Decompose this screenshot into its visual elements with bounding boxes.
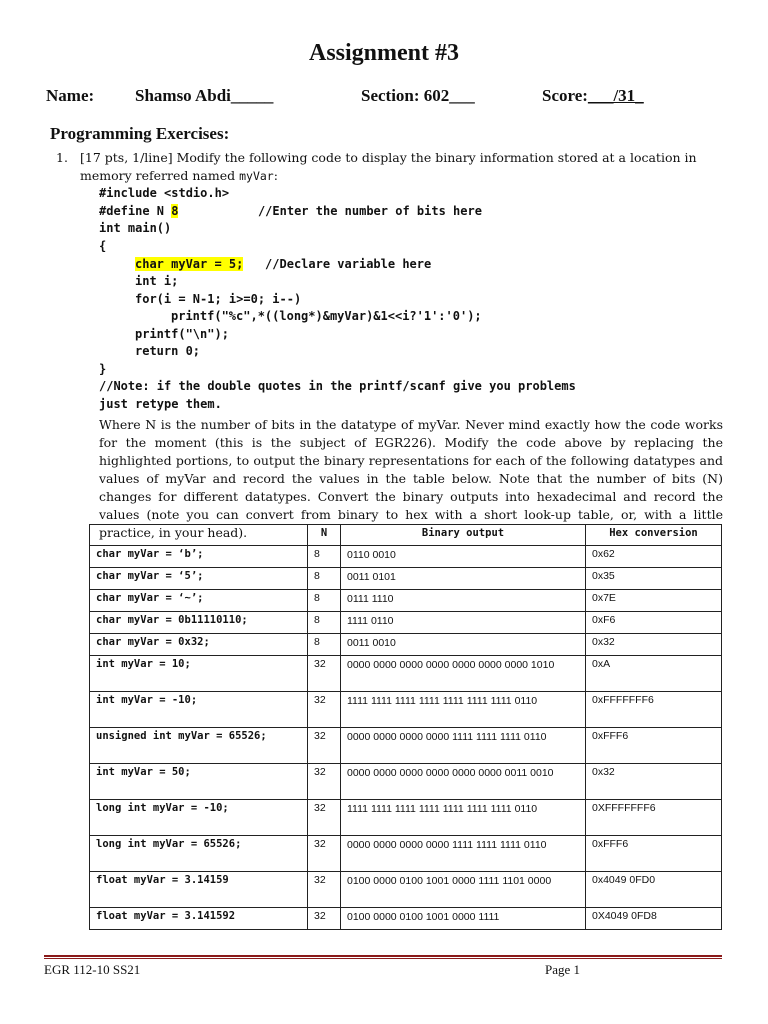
code-declare-comment: //Declare variable here	[243, 257, 432, 271]
table-header-hex: Hex conversion	[586, 525, 722, 546]
n-cell: 32	[308, 872, 341, 908]
footer-rule-thin	[44, 958, 722, 959]
code-line-printf-newline: printf("\n");	[135, 327, 229, 341]
item-line-1: [17 pts, 1/line] Modify the following code to display the binary information stored at a location in	[80, 150, 697, 165]
table-row	[90, 728, 722, 764]
code-define-comment: //Enter the number of bits here	[178, 204, 482, 218]
table-row	[90, 764, 722, 800]
hex-cell: 0x32	[586, 634, 722, 656]
code-line-open-brace: {	[99, 239, 107, 253]
table-row	[90, 612, 722, 634]
n-cell: 32	[308, 800, 341, 836]
item-line-2-code: myVar	[239, 169, 274, 183]
table-row	[90, 692, 722, 728]
hex-cell: 0xA	[586, 656, 722, 692]
name-value: Shamso Abdi_____	[135, 86, 274, 105]
name-label: Name:	[46, 86, 95, 105]
score-label-text: Score:	[542, 86, 588, 105]
hex-cell: 0x62	[586, 546, 722, 568]
table-row	[90, 656, 722, 692]
code-line-return: return 0;	[135, 344, 201, 358]
hex-cell: 0x35	[586, 568, 722, 590]
table-row	[90, 546, 722, 568]
decl-cell: float myVar = 3.141592	[90, 908, 308, 930]
section-title: Programming Exercises:	[50, 124, 230, 143]
code-note-line-2: just retype them.	[99, 397, 222, 411]
footer-course: EGR 112-10 SS21	[44, 962, 141, 977]
hex-cell: 0x7E	[586, 590, 722, 612]
table-header-n: N	[308, 525, 341, 546]
n-cell: 8	[308, 634, 341, 656]
score-label	[542, 86, 644, 106]
n-cell: 32	[308, 908, 341, 930]
code-line-for: for(i = N-1; i>=0; i--)	[135, 292, 302, 306]
n-cell: 32	[308, 692, 341, 728]
binary-cell: 0111 1110	[341, 590, 586, 612]
description-paragraph: Where N is the number of bits in the datatype of myVar. Never mind exactly how the code works for the moment (this is the subject of EGR226). Modify the code above by replacing the highlighted portions, to output the binary representations for each of the following datatypes and values of myVar and record the values in the table below. Note that the number of bits (N) changes for different datatypes. Convert the binary outputs into hexadecimal and record the values (note you can convert from binary to hex with a short look-up table, or, with a little practice, in your head).	[99, 417, 723, 540]
item-number: 1.	[56, 150, 68, 165]
results-table	[89, 524, 722, 930]
hex-cell: 0XFFFFFFF6	[586, 800, 722, 836]
binary-cell: 0100 0000 0100 1001 0000 1111 1101 0000	[341, 872, 586, 908]
hex-cell: 0x4049 0FD0	[586, 872, 722, 908]
decl-cell: int myVar = -10;	[90, 692, 308, 728]
hex-cell: 0x32	[586, 764, 722, 800]
code-line-printf-bits: printf("%c",*((long*)&myVar)&1<<i?'1':'0');	[171, 309, 482, 323]
hex-cell: 0X4049 0FD8	[586, 908, 722, 930]
score-value: ___/31_	[587, 86, 644, 105]
table-row	[90, 836, 722, 872]
decl-cell: long int myVar = -10;	[90, 800, 308, 836]
footer-rule-thick	[44, 955, 722, 957]
decl-cell: float myVar = 3.14159	[90, 872, 308, 908]
hex-cell: 0xFFF6	[586, 836, 722, 872]
code-note-line-1: //Note: if the double quotes in the printf/scanf give you problems	[99, 379, 576, 393]
binary-cell: 0000 0000 0000 0000 0000 0000 0000 1010	[341, 656, 586, 692]
code-line-include: #include <stdio.h>	[99, 186, 230, 200]
item-line-2-end: :	[273, 168, 278, 183]
table-row	[90, 590, 722, 612]
n-cell: 8	[308, 546, 341, 568]
binary-cell: 0100 0000 0100 1001 0000 1111	[341, 908, 586, 930]
binary-cell: 0000 0000 0000 0000 1111 1111 1111 0110	[341, 728, 586, 764]
table-row	[90, 634, 722, 656]
binary-cell: 0000 0000 0000 0000 1111 1111 1111 0110	[341, 836, 586, 872]
table-header-binary: Binary output	[341, 525, 586, 546]
binary-cell: 0011 0101	[341, 568, 586, 590]
code-declare-highlight: char myVar = 5;	[135, 257, 244, 271]
binary-cell: 0000 0000 0000 0000 0000 0000 0011 0010	[341, 764, 586, 800]
hex-cell: 0xF6	[586, 612, 722, 634]
n-cell: 8	[308, 612, 341, 634]
table-row	[90, 872, 722, 908]
n-cell: 8	[308, 568, 341, 590]
hex-cell: 0xFFF6	[586, 728, 722, 764]
footer-page: Page 1	[545, 962, 581, 977]
decl-cell: long int myVar = 65526;	[90, 836, 308, 872]
code-block	[99, 186, 719, 416]
code-line-declare	[135, 257, 431, 271]
decl-cell: char myVar = ‘b’;	[90, 546, 308, 568]
table-header-row	[90, 525, 722, 546]
decl-cell: int myVar = 50;	[90, 764, 308, 800]
table-row	[90, 568, 722, 590]
decl-cell: char myVar = 0x32;	[90, 634, 308, 656]
item-line-2	[80, 167, 722, 185]
table-header-decl	[90, 525, 308, 546]
code-define-prefix: #define N	[99, 204, 172, 218]
n-cell: 32	[308, 728, 341, 764]
decl-cell: char myVar = ‘5’;	[90, 568, 308, 590]
table-row	[90, 800, 722, 836]
item-intro	[80, 149, 722, 185]
section-label: Section: 602___	[361, 86, 475, 105]
binary-cell: 1111 0110	[341, 612, 586, 634]
item-line-2-text: memory referred named	[80, 168, 240, 183]
table-row	[90, 908, 722, 930]
page-title: Assignment #3	[308, 40, 459, 66]
code-line-int-i: int i;	[135, 274, 179, 288]
n-cell: 32	[308, 656, 341, 692]
code-line-define	[99, 204, 482, 218]
decl-cell: int myVar = 10;	[90, 656, 308, 692]
n-cell: 32	[308, 764, 341, 800]
n-cell: 8	[308, 590, 341, 612]
code-define-value: 8	[171, 204, 179, 218]
n-cell: 32	[308, 836, 341, 872]
decl-cell: char myVar = 0b11110110;	[90, 612, 308, 634]
decl-cell: unsigned int myVar = 65526;	[90, 728, 308, 764]
binary-cell: 0011 0010	[341, 634, 586, 656]
code-line-close-brace: }	[99, 362, 107, 376]
binary-cell: 1111 1111 1111 1111 1111 1111 1111 0110	[341, 692, 586, 728]
hex-cell: 0xFFFFFFF6	[586, 692, 722, 728]
decl-cell: char myVar = ‘~’;	[90, 590, 308, 612]
binary-cell: 1111 1111 1111 1111 1111 1111 1111 0110	[341, 800, 586, 836]
binary-cell: 0110 0010	[341, 546, 586, 568]
code-line-main: int main()	[99, 221, 172, 235]
